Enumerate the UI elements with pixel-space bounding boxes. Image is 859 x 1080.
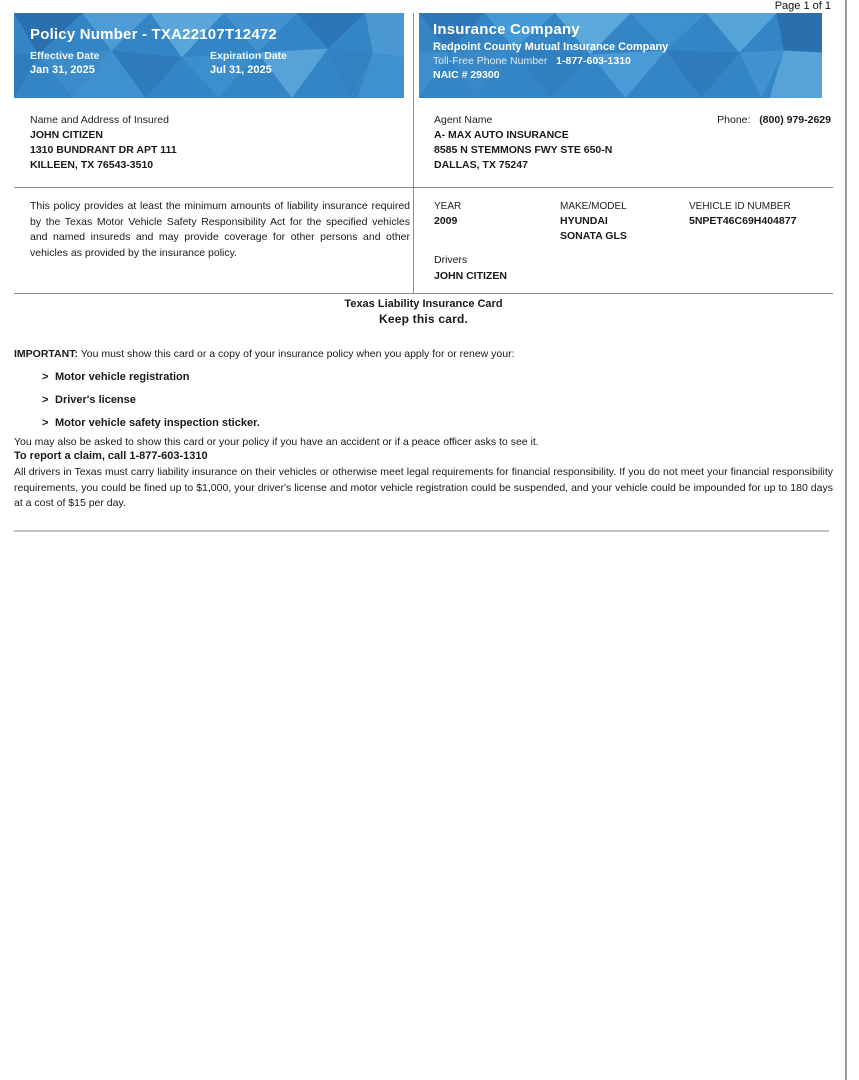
horizontal-divider bbox=[14, 293, 833, 294]
make-value: HYUNDAI bbox=[560, 215, 608, 227]
insurance-company-name: Redpoint County Mutual Insurance Company bbox=[433, 41, 669, 53]
page-indicator: Page 1 of 1 bbox=[774, 0, 831, 12]
bullet-text: Driver's license bbox=[55, 394, 136, 406]
agent-label: Agent Name bbox=[434, 114, 493, 126]
important-text: You must show this card or a copy of your insurance policy when you apply for or renew your: bbox=[77, 348, 515, 360]
phone-label: Phone: bbox=[717, 114, 751, 126]
policy-number-title: Policy Number - TXA22107T12472 bbox=[30, 26, 277, 43]
vehicle-section bbox=[434, 199, 833, 284]
insured-address-line1: 1310 BUNDRANT DR APT 111 bbox=[30, 144, 177, 156]
expiration-date-label: Expiration Date bbox=[210, 50, 288, 62]
bullet-marker: > bbox=[42, 417, 49, 429]
bottom-divider bbox=[14, 530, 829, 532]
agent-name: A- MAX AUTO INSURANCE bbox=[434, 129, 569, 141]
year-value: 2009 bbox=[434, 215, 458, 227]
year-label: YEAR bbox=[434, 201, 462, 212]
naic-number: NAIC # 29300 bbox=[433, 69, 500, 81]
insured-label: Name and Address of Insured bbox=[30, 114, 169, 126]
drivers-value: JOHN CITIZEN bbox=[434, 270, 507, 282]
card-title-line1: Texas Liability Insurance Card bbox=[344, 298, 503, 310]
effective-date-label: Effective Date bbox=[30, 50, 100, 62]
vin-value: 5NPET46C69H404877 bbox=[689, 215, 797, 227]
horizontal-divider bbox=[14, 187, 833, 188]
bullet-marker: > bbox=[42, 394, 49, 406]
bullet-item bbox=[42, 417, 260, 429]
insured-name: JOHN CITIZEN bbox=[30, 129, 103, 141]
agent-address-line1: 8585 N STEMMONS FWY STE 650-N bbox=[434, 144, 613, 156]
agent-address-line2: DALLAS, TX 75247 bbox=[434, 159, 528, 171]
insured-section bbox=[30, 113, 400, 173]
bullet-marker: > bbox=[42, 371, 49, 383]
policy-header-panel bbox=[14, 13, 404, 98]
vin-label: VEHICLE ID NUMBER bbox=[689, 201, 791, 212]
insured-address-line2: KILLEEN, TX 76543-3510 bbox=[30, 159, 154, 171]
tollfree-number: 1-877-603-1310 bbox=[556, 55, 631, 67]
vertical-divider bbox=[413, 13, 414, 293]
card-title-line2: Keep this card. bbox=[378, 312, 469, 326]
bullet-item bbox=[42, 394, 136, 406]
tollfree-label: Toll-Free Phone Number bbox=[433, 55, 548, 67]
important-label: IMPORTANT: bbox=[14, 348, 78, 360]
expiration-date-value: Jul 31, 2025 bbox=[210, 64, 272, 76]
agent-phone bbox=[717, 113, 831, 128]
make-model-label: MAKE/MODEL bbox=[560, 201, 627, 212]
insurance-company-panel bbox=[419, 13, 822, 98]
claim-notice: To report a claim, call 1-877-603-1310 bbox=[14, 450, 208, 462]
bullet-text: Motor vehicle registration bbox=[55, 371, 190, 383]
card-title bbox=[14, 298, 833, 326]
phone-value: (800) 979-2629 bbox=[759, 114, 831, 126]
insurance-company-title: Insurance Company bbox=[433, 21, 580, 38]
penalty-notice: All drivers in Texas must carry liability insurance on their vehicles or otherwise meet legal requirements for financial responsibility. If you do not meet your financial responsibility requirements, you could be fined up to $1,000, your driver's license and motor vehicle registration could be suspended, and your vehicle could be impounded for up to 180 days at a cost of $15 per day. bbox=[14, 466, 833, 509]
model-value: SONATA GLS bbox=[560, 230, 627, 242]
page-right-border bbox=[845, 0, 847, 1080]
bullet-text: Motor vehicle safety inspection sticker. bbox=[55, 417, 260, 429]
drivers-label: Drivers bbox=[434, 254, 468, 266]
also-asked-notice: You may also be asked to show this card or your policy if you have an accident or if a peace officer asks to see it. bbox=[14, 436, 539, 448]
agent-section bbox=[434, 113, 833, 173]
important-notice bbox=[14, 347, 833, 362]
policy-statement: This policy provides at least the minimum amounts of liability insurance required by the Texas Motor Vehicle Safety Responsibility Act for the specified vehicles and named insureds and may provide coverage for other persons and other vehicles as provided by the insurance policy. bbox=[30, 200, 410, 259]
effective-date-value: Jan 31, 2025 bbox=[30, 64, 95, 76]
bullet-item bbox=[42, 371, 189, 383]
